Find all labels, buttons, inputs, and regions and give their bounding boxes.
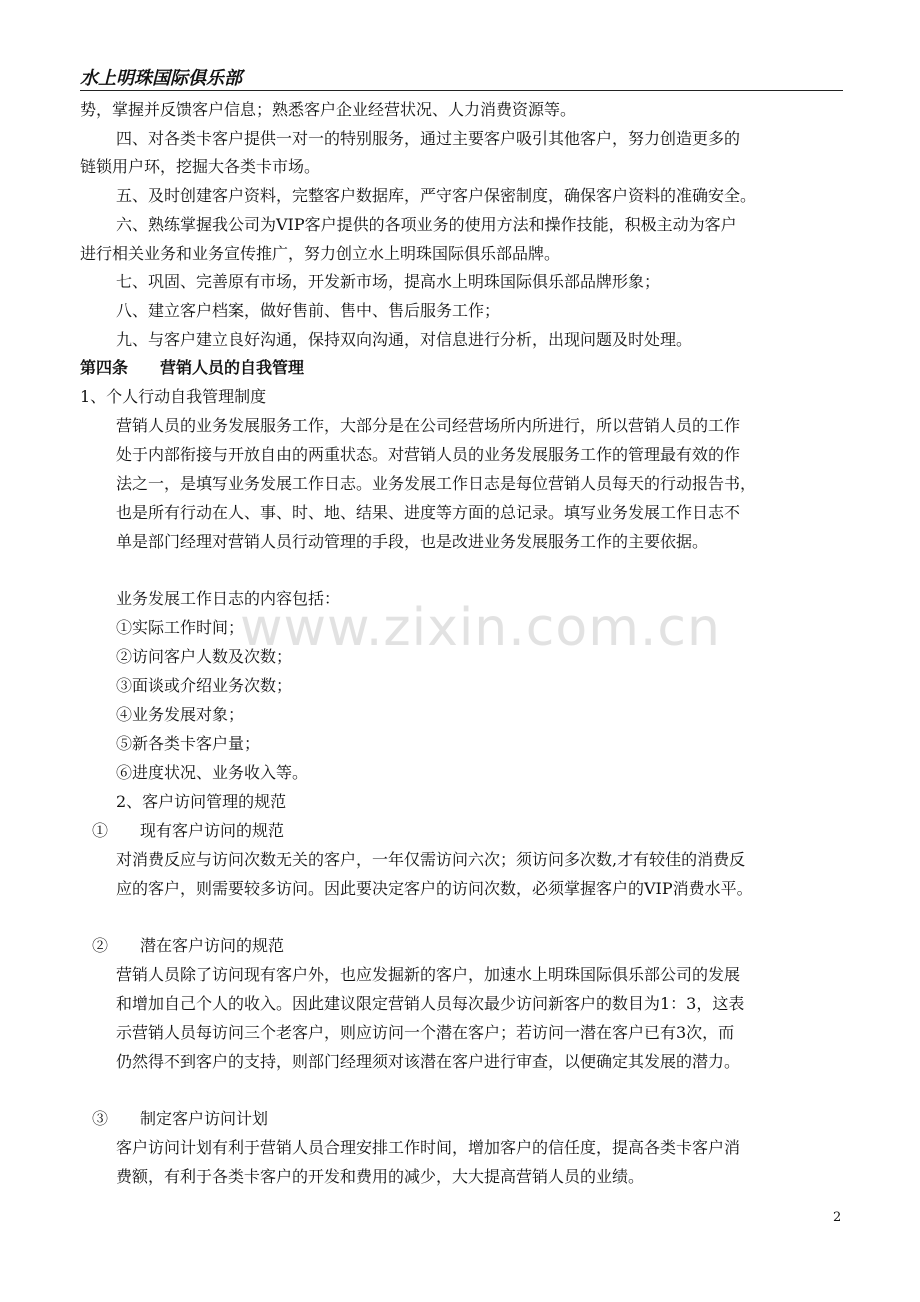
paragraph-line: 对消费反应与访问次数无关的客户，一年仅需访问六次；须访问多次数,才有较佳的消费反 (116, 850, 746, 869)
paragraph-line: 八、建立客户档案，做好售前、售中、售后服务工作； (116, 301, 501, 320)
list-item: ⑤新各类卡客户量； (116, 734, 261, 753)
paragraph-line: 法之一，是填写业务发展工作日志。业务发展工作日志是每位营销人员每天的行动报告书， (116, 474, 757, 493)
paragraph-line: 业务发展工作日志的内容包括： (116, 589, 341, 608)
paragraph-line: 也是所有行动在人、事、时、地、结果、进度等方面的总记录。填写业务发展工作日志不 (116, 503, 741, 522)
watermark: www.zixin.com.cn (240, 598, 721, 658)
paragraph-line: 应的客户，则需要较多访问。因此要决定客户的访问次数，必须掌握客户的VIP消费水平。 (116, 879, 753, 898)
paragraph-line: 进行相关业务和业务宣传推广，努力创立水上明珠国际俱乐部品牌。 (80, 244, 561, 263)
subsection-heading: ① 现有客户访问的规范 (92, 821, 285, 840)
subsection-heading: ③ 制定客户访问计划 (92, 1109, 269, 1128)
list-item: ①实际工作时间； (116, 618, 245, 637)
paragraph-line: 营销人员除了访问现有客户外，也应发掘新的客户，加速水上明珠国际俱乐部公司的发展 (116, 965, 741, 984)
paragraph-line: 六、熟练掌握我公司为VIP客户提供的各项业务的使用方法和操作技能，积极主动为客户 (116, 215, 737, 234)
paragraph-line: 七、巩固、完善原有市场，开发新市场，提高水上明珠国际俱乐部品牌形象； (116, 272, 661, 291)
paragraph-line: 处于内部衔接与开放自由的两重状态。对营销人员的业务发展服务工作的管理最有效的作 (116, 445, 741, 464)
page-number: 2 (833, 1210, 842, 1225)
header-rule (80, 90, 843, 91)
paragraph-line: 仍然得不到客户的支持，则部门经理须对该潜在客户进行审查，以便确定其发展的潜力。 (116, 1052, 741, 1071)
paragraph-line: 和增加自己个人的收入。因此建议限定营销人员每次最少访问新客户的数目为1：3，这表 (116, 994, 745, 1013)
paragraph-line: 单是部门经理对营销人员行动管理的手段，也是改进业务发展服务工作的主要依据。 (116, 532, 709, 551)
paragraph-line: 链锁用户环，挖掘大各类卡市场。 (80, 157, 321, 176)
paragraph-line: 示营销人员每访问三个老客户，则应访问一个潜在客户；若访问一潜在客户已有3次，而 (116, 1023, 735, 1042)
paragraph-line: 费额，有利于各类卡客户的开发和费用的减少，大大提高营销人员的业绩。 (116, 1167, 645, 1186)
section-heading: 第四条 营销人员的自我管理 (80, 358, 305, 377)
subsection-heading: ② 潜在客户访问的规范 (92, 936, 285, 955)
paragraph-line: 四、对各类卡客户提供一对一的特别服务，通过主要客户吸引其他客户，努力创造更多的 (116, 129, 741, 148)
subsection-heading: 2、客户访问管理的规范 (116, 792, 287, 811)
paragraph-line: 九、与客户建立良好沟通，保持双向沟通，对信息进行分析，出现问题及时处理。 (116, 330, 693, 349)
list-item: ②访问客户人数及次数； (116, 647, 293, 666)
paragraph-line: 客户访问计划有利于营销人员合理安排工作时间，增加客户的信任度，提高各类卡客户消 (116, 1138, 741, 1157)
list-item: ⑥进度状况、业务收入等。 (116, 763, 309, 782)
paragraph-line: 势，掌握并反馈客户信息；熟悉客户企业经营状况、人力消费资源等。 (80, 100, 577, 119)
subsection-heading: 1、个人行动自我管理制度 (80, 387, 267, 406)
list-item: ④业务发展对象； (116, 705, 245, 724)
paragraph-line: 营销人员的业务发展服务工作，大部分是在公司经营场所内所进行，所以营销人员的工作 (116, 416, 741, 435)
list-item: ③面谈或介绍业务次数； (116, 676, 293, 695)
paragraph-line: 五、及时创建客户资料，完整客户数据库，严守客户保密制度，确保客户资料的准确安全。 (116, 186, 757, 205)
header-title: 水上明珠国际俱乐部 (80, 68, 242, 89)
